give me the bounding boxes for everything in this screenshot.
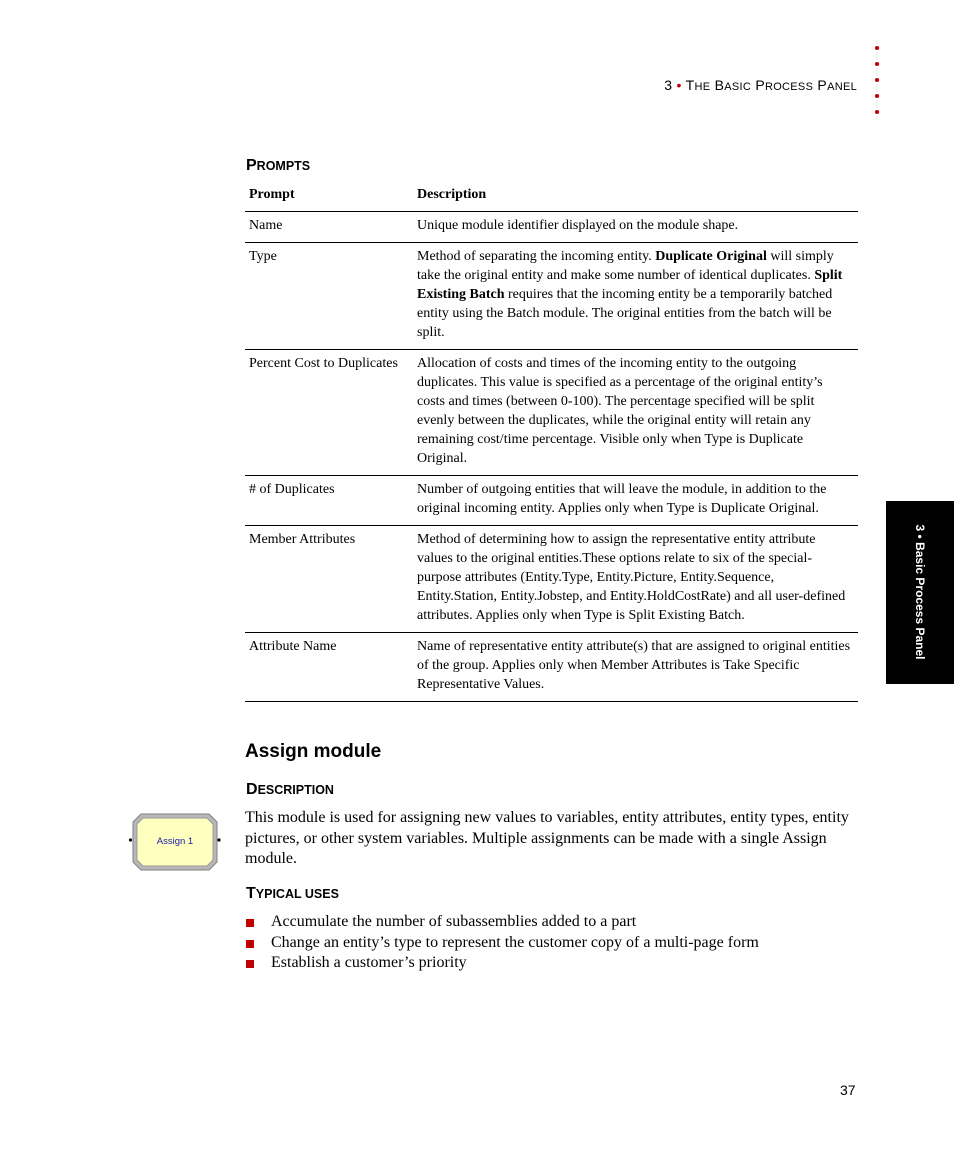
heading-rest: ROMPTS (256, 159, 311, 173)
list-item-text: Establish a customer’s priority (271, 954, 467, 971)
description-cell (413, 350, 858, 476)
column-header-prompt: Prompt (245, 181, 413, 212)
dot (875, 78, 879, 82)
list-item (245, 953, 759, 974)
column-header-description: Description (413, 181, 858, 212)
title-rest: ANEL (827, 81, 857, 93)
header-separator: • (676, 77, 682, 93)
list-item (245, 912, 759, 933)
title-cap: P (817, 77, 828, 93)
heading-rest: YPICAL USES (255, 887, 339, 901)
typical-uses-heading (246, 885, 339, 903)
description-text: Allocation of costs and times of the incoming entity to the outgoing duplicates. This value is specified as a percentage of the original entity’s costs and times (between 0-100). The percentage specified will be split evenly between the duplicates, while the original entity will retain any remaining cost/time percentage. Visible only when Type is Duplicate Original. (417, 356, 823, 466)
chapter-side-tab (886, 501, 954, 684)
description-text: will simply take the original entity and make some number of identical duplicates. (417, 249, 834, 283)
description-cell (413, 476, 858, 526)
title-rest: ROCESS (764, 81, 814, 93)
description-cell (413, 243, 858, 350)
table-header-row (245, 181, 858, 212)
bullet-square-icon (246, 919, 254, 927)
prompt-cell: Name (245, 212, 413, 243)
description-heading (246, 781, 334, 799)
table-row (245, 526, 858, 633)
assign-module-icon (129, 812, 221, 872)
table-body (245, 212, 858, 702)
decorative-dots (872, 46, 882, 126)
title-rest: ASIC (724, 81, 752, 93)
list-item-text: Accumulate the number of subassemblies added to a part (271, 913, 637, 930)
bold-term: Split Existing Batch (417, 268, 843, 302)
bullet-square-icon (246, 960, 254, 968)
title-cap: P (755, 77, 765, 93)
description-paragraph: This module is used for assigning new values to variables, entity attributes, entity types, entity pictures, or other system variables. Multiple assignments can be made with a single Assign module. (245, 809, 849, 867)
heading-cap: P (246, 157, 257, 174)
title-rest: HE (694, 81, 711, 93)
assign-icon-label: Assign 1 (156, 836, 194, 847)
chapter-title (686, 77, 857, 93)
table-row (245, 476, 858, 526)
description-text: Method of separating the incoming entity. (417, 249, 656, 264)
title-cap: T (685, 77, 695, 93)
side-tab-label: 3 • Basic Process Panel (913, 524, 927, 660)
list-item (245, 933, 759, 954)
prompts-heading (246, 157, 310, 175)
description-text: Method of determining how to assign the representative entity attribute values to the original entities.These options relate to six of the special-purpose attributes (Entity.Type, Entity.Picture, Entity.Sequence, Entity.Station, Entity.Jobstep, and Entity.HoldCostRate) and all user-defined attributes. Applies only when Type is Split Existing Batch. (417, 532, 846, 623)
heading-cap: D (246, 781, 258, 798)
description-text: Name of representative entity attribute(s) that are assigned to original entities of the group. Applies only when Member Attributes is Take Specific Representative Values. (417, 639, 851, 692)
dot (875, 62, 879, 66)
bullet-square-icon (246, 940, 254, 948)
prompt-cell: Member Attributes (245, 526, 413, 633)
list-item-text: Change an entity’s type to represent the customer copy of a multi-page form (271, 933, 759, 951)
table-row (245, 633, 858, 702)
prompt-cell: Type (245, 243, 413, 350)
prompt-cell: # of Duplicates (245, 476, 413, 526)
prompt-cell: Attribute Name (245, 633, 413, 702)
prompt-cell: Percent Cost to Duplicates (245, 350, 413, 476)
heading-rest: ESCRIPTION (257, 783, 334, 797)
prompts-table (245, 181, 858, 702)
table-row (245, 212, 858, 243)
dot (875, 94, 879, 98)
page-number: 37 (840, 1082, 856, 1098)
description-text: requires that the incoming entity be a temporarily batched entity using the Batch module. The original entities from the batch will be split. (417, 287, 833, 340)
title-cap: B (714, 77, 725, 93)
running-header (664, 77, 857, 93)
description-cell (413, 526, 858, 633)
description-cell (413, 633, 858, 702)
heading-cap: T (246, 885, 256, 902)
bold-term: Duplicate Original (655, 249, 767, 264)
dot (875, 46, 879, 50)
description-text: Number of outgoing entities that will leave the module, in addition to the original incoming entity. Applies only when Type is Duplicate Original. (417, 482, 827, 516)
table-row (245, 350, 858, 476)
description-text: Unique module identifier displayed on the module shape. (417, 218, 739, 233)
section-title: Assign module (245, 741, 382, 762)
dot (875, 110, 879, 114)
typical-uses-list (245, 912, 759, 974)
description-cell (413, 212, 858, 243)
table-row (245, 243, 858, 350)
chapter-number: 3 (664, 77, 673, 93)
